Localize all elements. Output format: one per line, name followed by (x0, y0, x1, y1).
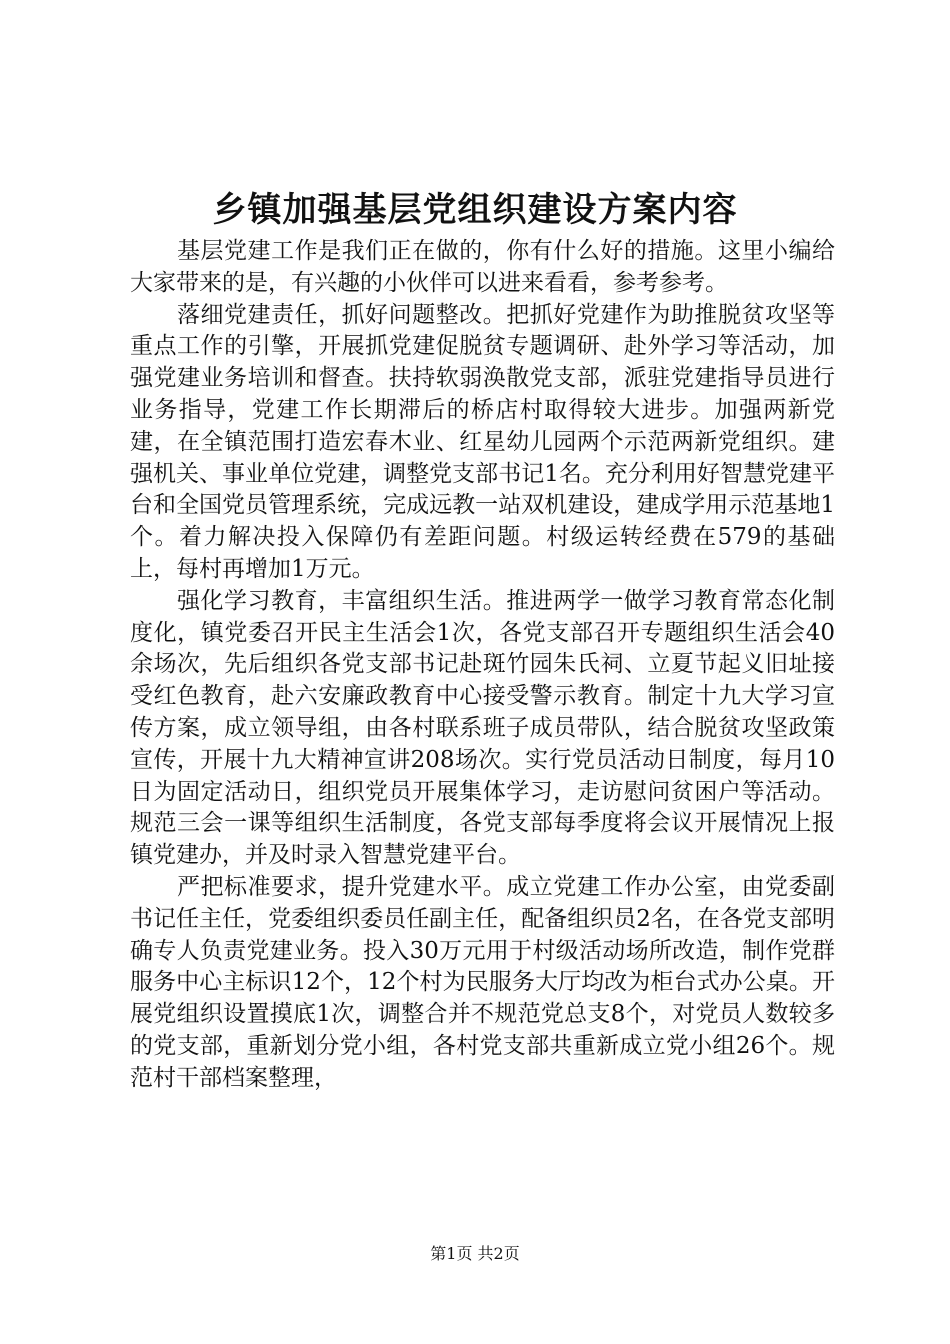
paragraph-intro: 基层党建工作是我们正在做的，你有什么好的措施。这里小编给大家带来的是，有兴趣的小伙伴可以进来看看，参考参考。 (130, 238, 835, 296)
document-body (130, 236, 835, 1095)
paragraph-standards: 严把标准要求，提升党建水平。成立党建工作办公室，由党委副书记任主任，党委组织委员任副主任，配备组织员2名，在各党支部明确专人负责党建业务。投入30万元用于村级活动场所改造，制作党群服务中心主标识12个，12个村为民服务大厅均改为柜台式办公桌。开展党组织设置摸底1次，调整合并不规范党总支8个，对党员人数较多的党支部，重新划分党小组，各村党支部共重新成立党小组26个。规范村干部档案整理， (130, 873, 835, 1091)
document-title: 乡镇加强基层党组织建设方案内容 (212, 190, 738, 230)
page-number-footer: 第1页 共2页 (430, 1244, 520, 1263)
paragraph-responsibility: 落细党建责任，抓好问题整改。把抓好党建作为助推脱贫攻坚等重点工作的引擎，开展抓党建促脱贫专题调研、赴外学习等活动，加强党建业务培训和督查。扶持软弱涣散党支部，派驻党建指导员进行业务指导，党建工作长期滞后的桥店村取得较大进步。加强两新党建，在全镇范围打造宏春木业、红星幼儿园两个示范两新党组织。建强机关、事业单位党建，调整党支部书记1名。充分利用好智慧党建平台和全国党员管理系统，完成远教一站双机建设，建成学用示范基地1个。着力解决投入保障仍有差距问题。村级运转经费在579的基础上，每村再增加1万元。 (130, 301, 835, 582)
paragraph-education: 强化学习教育，丰富组织生活。推进两学一做学习教育常态化制度化，镇党委召开民主生活会1次，各党支部召开专题组织生活会40余场次，先后组织各党支部书记赴斑竹园朱氏祠、立夏节起义旧址接受红色教育，赴六安廉政教育中心接受警示教育。制定十九大学习宣传方案，成立领导组，由各村联系班子成员带队，结合脱贫攻坚政策宣传，开展十九大精神宣讲208场次。实行党员活动日制度，每月10日为固定活动日，组织党员开展集体学习，走访慰问贫困户等活动。规范三会一课等组织生活制度，各党支部每季度将会议开展情况上报镇党建办，并及时录入智慧党建平台。 (130, 587, 835, 869)
